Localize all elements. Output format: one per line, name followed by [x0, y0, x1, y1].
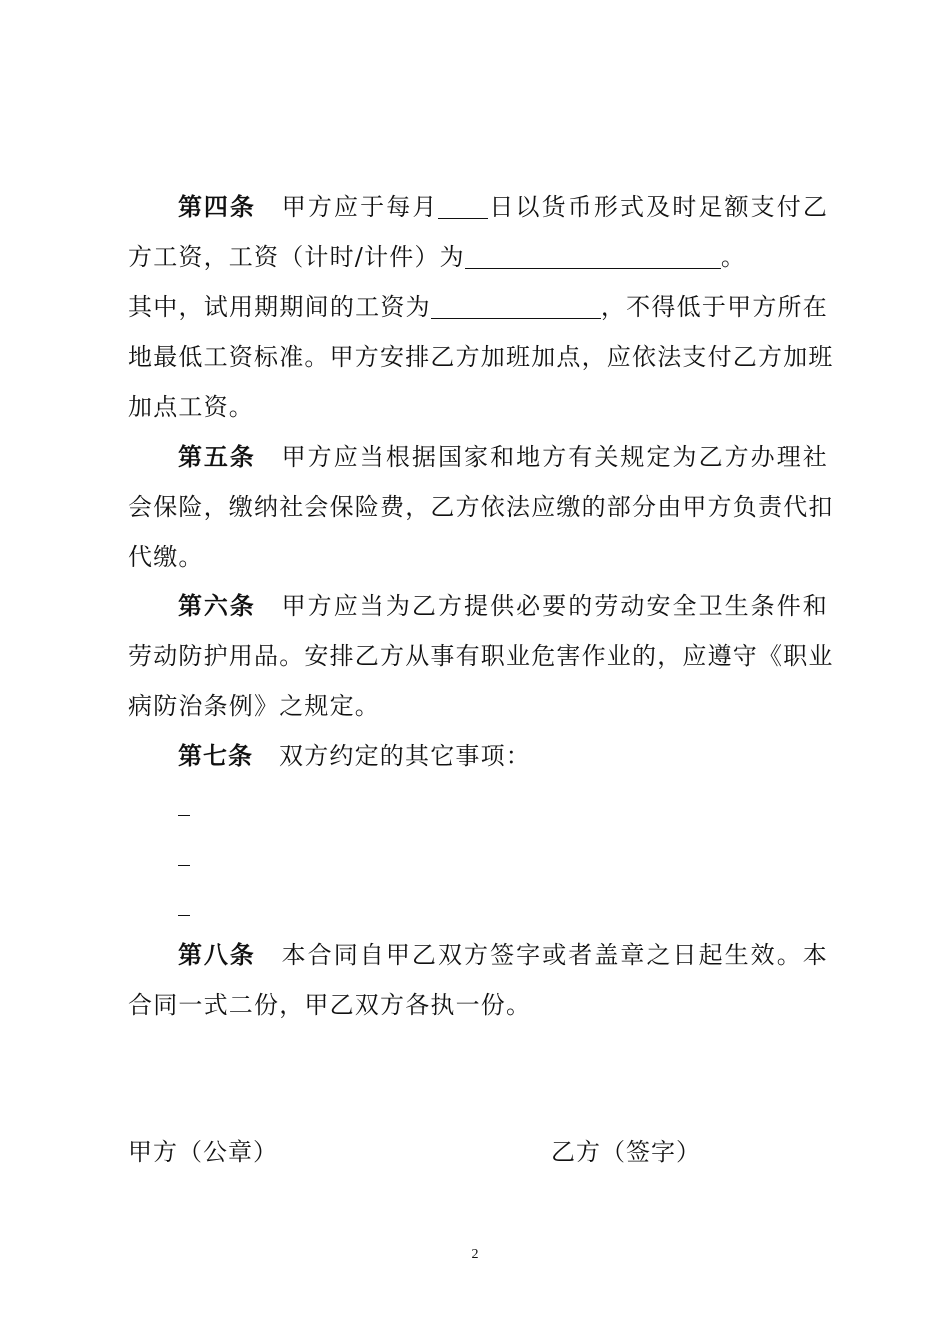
article-6-line-2: 劳动防护用品。安排乙方从事有职业危害作业的，应遵守《职业: [128, 642, 834, 670]
party-a-signature-label: 甲方（公章）: [128, 1138, 278, 1166]
article-4-text-e: 其中，试用期期间的工资为: [128, 293, 431, 321]
article-7-text: 双方约定的其它事项：: [279, 742, 531, 770]
article-4-line-3: [128, 292, 828, 322]
article-6-line-1: [178, 591, 828, 621]
article-6-text: 甲方应当为乙方提供必要的劳动安全卫生条件和: [281, 592, 829, 620]
article-8-heading: 第八条: [178, 941, 256, 969]
article-4-line-1: [178, 192, 828, 222]
wage-blank: [465, 244, 721, 269]
article-4-text-f: ，不得低于甲方所在: [600, 293, 828, 321]
article-7-heading: 第七条: [178, 742, 253, 770]
page-number: 2: [471, 1247, 479, 1262]
other-terms-blank-1: [178, 815, 190, 816]
article-4-text-d: 。: [720, 243, 747, 271]
party-b-signature-label: 乙方（签字）: [551, 1138, 701, 1166]
probation-wage-blank: [431, 294, 601, 319]
article-8-text: 本合同自甲乙双方签字或者盖章之日起生效。本: [281, 941, 829, 969]
article-4-line-2: [128, 242, 828, 272]
article-4-line-4: 地最低工资标准。甲方安排乙方加班加点，应依法支付乙方加班: [128, 343, 834, 371]
article-8-line-2: 合同一式二份，甲乙双方各执一份。: [128, 991, 532, 1019]
article-7-line-1: [178, 741, 828, 771]
article-4-text-c: 方工资，工资（计时/计件）为: [128, 243, 465, 271]
payday-blank: [438, 194, 488, 219]
article-5-text: 甲方应当根据国家和地方有关规定为乙方办理社: [281, 443, 829, 471]
article-5-heading: 第五条: [178, 443, 256, 471]
article-5-line-1: [178, 442, 828, 472]
article-4-heading: 第四条: [178, 193, 256, 221]
article-4-text-a: 甲方应于每月: [281, 193, 439, 221]
article-4-text-b: 日以货币形式及时足额支付乙: [488, 193, 829, 221]
article-6-heading: 第六条: [178, 592, 256, 620]
article-5-line-2: 会保险，缴纳社会保险费，乙方依法应缴的部分由甲方负责代扣: [128, 493, 834, 521]
article-4-line-5: 加点工资。: [128, 393, 254, 421]
other-terms-blank-2: [178, 865, 190, 866]
article-8-line-1: [178, 940, 828, 970]
article-6-line-3: 病防治条例》之规定。: [128, 692, 380, 720]
other-terms-blank-3: [178, 915, 190, 916]
article-5-line-3: 代缴。: [128, 543, 204, 571]
